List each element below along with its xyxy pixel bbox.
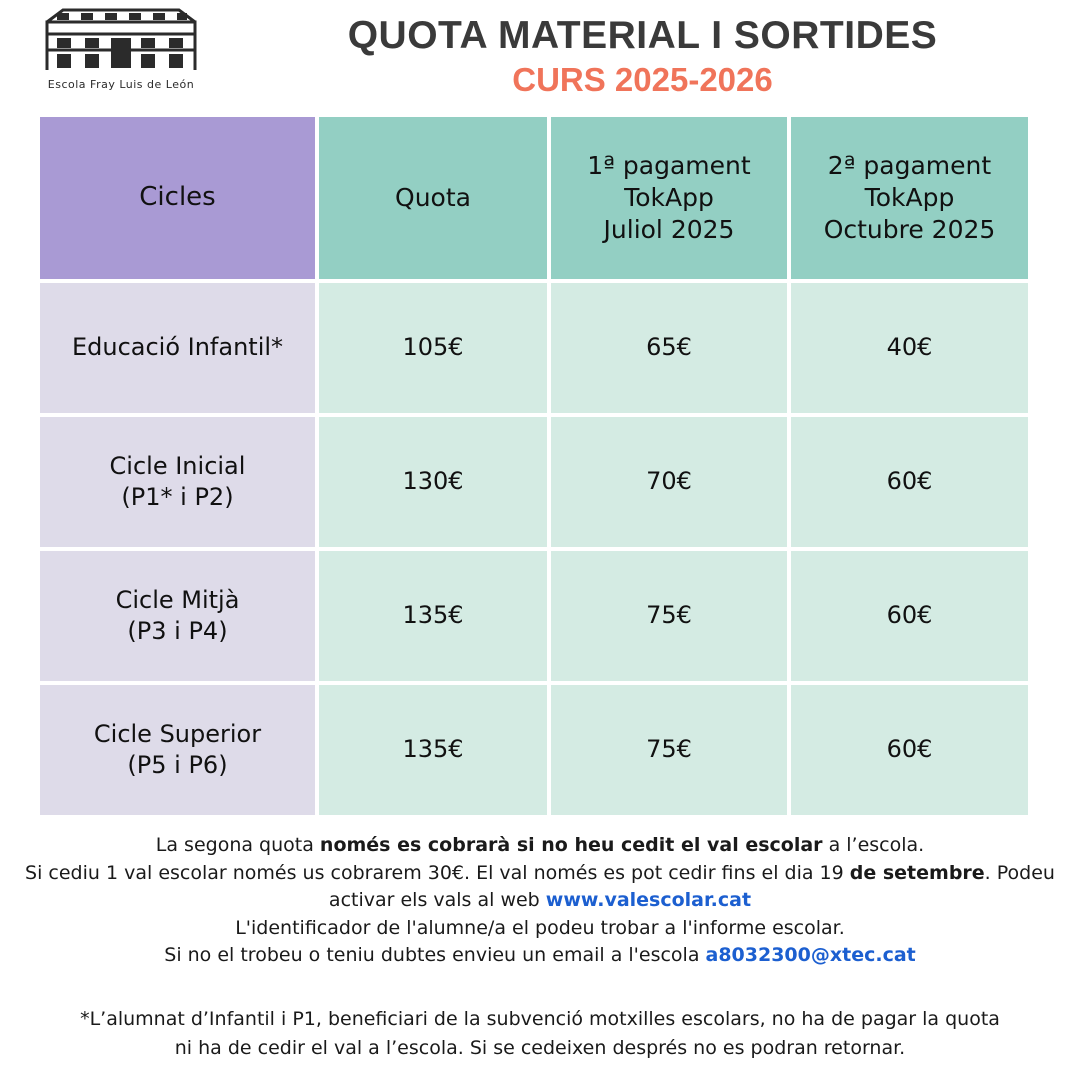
school-logo-caption: Escola Fray Luis de León (47, 78, 195, 91)
quota-table (36, 113, 1032, 819)
table-row (40, 283, 1028, 413)
column-header-pagament-2-line3: Octubre 2025 (823, 215, 996, 244)
cell-cicle (40, 551, 315, 681)
note-1-part-c: a l’escola. (822, 834, 925, 856)
school-email-link[interactable]: a8032300@xtec.cat (705, 944, 916, 967)
note-line-1 (20, 832, 1060, 860)
note-1-part-a: La segona quota (155, 834, 320, 856)
cell-cicle-line2: (P3 i P4) (127, 617, 228, 645)
cell-cicle-line1: Cicle Inicial (109, 451, 246, 480)
cell-quota: 135€ (319, 685, 547, 815)
column-header-pagament-2-line2: TokApp (864, 183, 955, 212)
notes-block (20, 832, 1060, 970)
column-header-pagament-2 (791, 117, 1028, 279)
quota-table-container (36, 113, 1020, 819)
school-building-icon (41, 4, 201, 76)
cell-pagament-1: 75€ (551, 685, 787, 815)
table-row (40, 685, 1028, 815)
cell-pagament-2: 40€ (791, 283, 1028, 413)
page-title: QUOTA MATERIAL I SORTIDES (347, 14, 938, 57)
footnote-line-1: *L’alumnat d’Infantil i P1, beneficiari de la subvenció motxilles escolars, no ha de pagar la quota (80, 1008, 1000, 1030)
column-header-pagament-1-line2: TokApp (624, 183, 714, 212)
note-2-part-c: . Podeu (984, 861, 1055, 884)
title-block (215, 16, 1070, 99)
table-header-row (40, 117, 1028, 279)
cell-pagament-2: 60€ (791, 551, 1028, 681)
page-subtitle: CURS 2025-2026 (512, 60, 773, 98)
cell-cicle-line1: Cicle Mitjà (115, 585, 240, 614)
column-header-pagament-1-line1: 1ª pagament (587, 151, 751, 180)
cell-cicle-line1: Cicle Superior (93, 719, 262, 748)
page-header (0, 0, 1080, 112)
cell-pagament-1: 70€ (551, 417, 787, 547)
column-header-pagament-1-line3: Juliol 2025 (603, 215, 735, 244)
cell-pagament-2: 60€ (791, 685, 1028, 815)
note-2-part-a: Si cediu 1 val escolar només us cobrarem 30€. El val només es pot cedir fins el dia 19 (25, 861, 850, 884)
note-line-5 (20, 942, 1060, 970)
footnote-block (20, 1005, 1060, 1062)
cell-cicle (40, 417, 315, 547)
note-line-2 (20, 860, 1060, 888)
cell-pagament-1: 75€ (551, 551, 787, 681)
table-row (40, 551, 1028, 681)
school-logo (36, 4, 206, 104)
note-2-bold: de setembre (849, 861, 985, 884)
cell-cicle-line1: Educació Infantil* (71, 333, 284, 362)
note-1-bold: només es cobrarà si no heu cedit el val escolar (319, 834, 823, 856)
column-header-pagament-1 (551, 117, 787, 279)
column-header-quota: Quota (319, 117, 547, 279)
note-3-part-a: activar els vals al web (328, 889, 546, 912)
valescolar-link[interactable]: www.valescolar.cat (545, 889, 752, 912)
cell-pagament-1: 65€ (551, 283, 787, 413)
cell-cicle (40, 283, 315, 413)
column-header-cicles: Cicles (40, 117, 315, 279)
note-line-3 (20, 887, 1060, 915)
note-5-part-a: Si no el trobeu o teniu dubtes envieu un email a l'escola (164, 944, 706, 967)
cell-cicle (40, 685, 315, 815)
table-row (40, 417, 1028, 547)
footnote-line-2: ni ha de cedir el val a l’escola. Si se cedeixen després no es podran retornar. (174, 1036, 906, 1059)
column-header-pagament-2-line1: 2ª pagament (827, 151, 992, 180)
cell-cicle-line2: (P5 i P6) (127, 751, 228, 779)
cell-quota: 135€ (319, 551, 547, 681)
cell-quota: 105€ (319, 283, 547, 413)
cell-quota: 130€ (319, 417, 547, 547)
cell-pagament-2: 60€ (791, 417, 1028, 547)
note-line-4: L'identificador de l'alumne/a el podeu trobar a l'informe escolar. (235, 916, 845, 939)
cell-cicle-line2: (P1* i P2) (121, 483, 234, 511)
